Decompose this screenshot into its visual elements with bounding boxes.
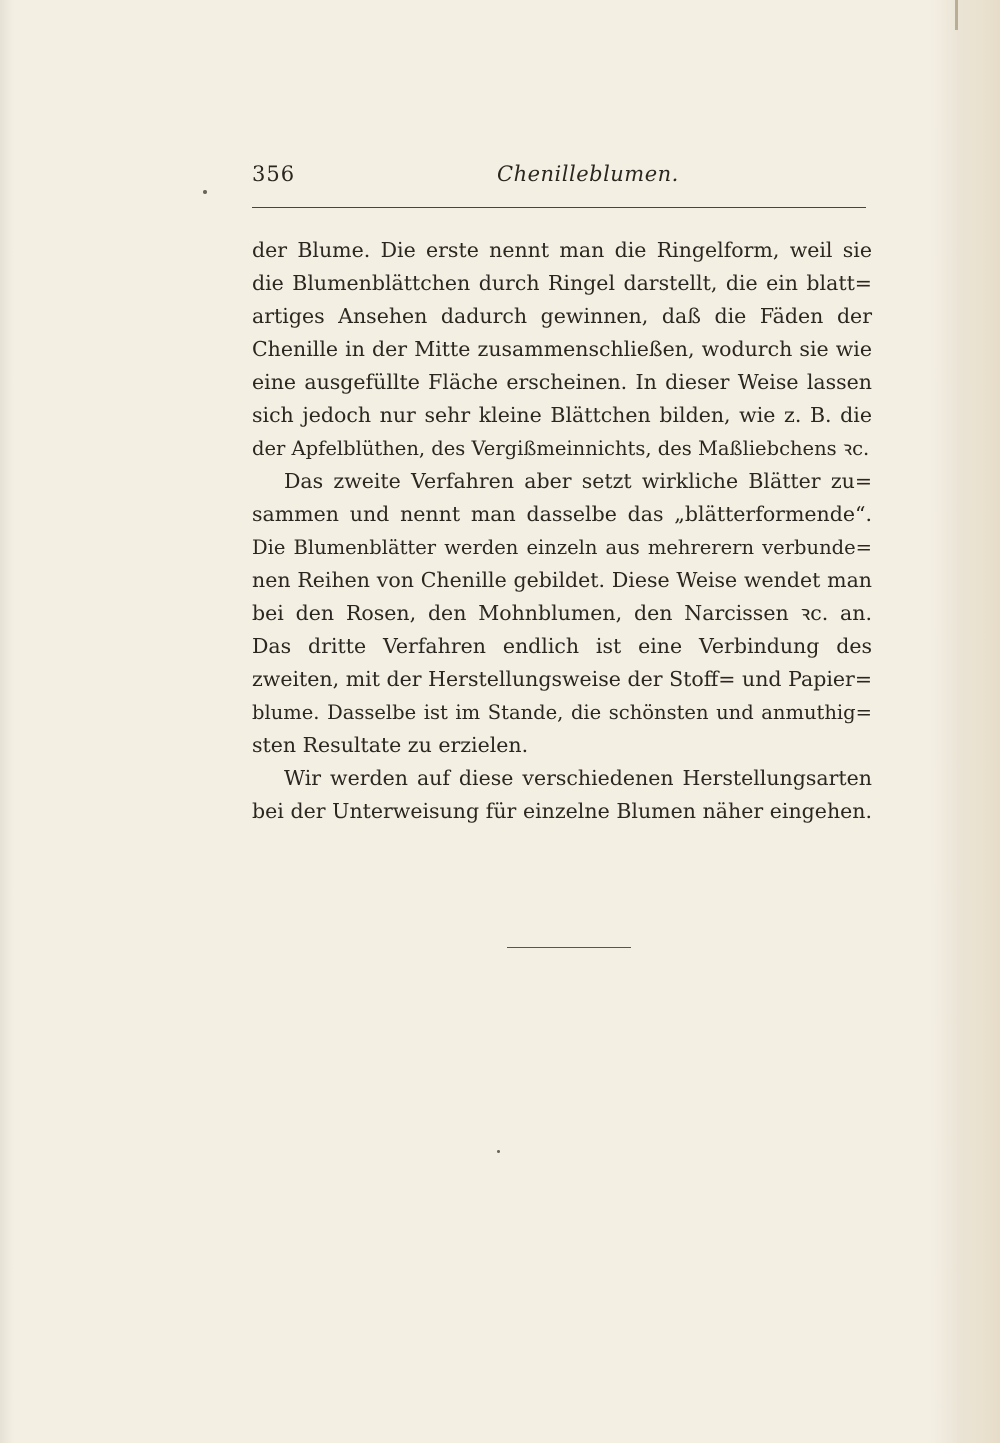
text-line: bei den Rosen, den Mohnblumen, den Narcissen ꝛc. an. <box>252 601 872 625</box>
text-line: Wir werden auf diese verschiedenen Herstellungsarten <box>284 766 872 790</box>
header-rule <box>252 207 866 208</box>
page-edge-shadow <box>952 0 1000 1443</box>
end-rule <box>507 947 631 948</box>
paper-speck <box>203 190 207 194</box>
text-line: eine ausgefüllte Fläche erscheinen. In dieser Weise lassen <box>252 370 872 394</box>
text-line: Chenille in der Mitte zusammenschließen, wodurch sie wie <box>252 337 872 361</box>
text-line: Das dritte Verfahren endlich ist eine Verbindung des <box>252 634 872 658</box>
running-title: Chenilleblumen. <box>497 162 679 186</box>
paper-speck <box>497 1150 500 1153</box>
edge-mark <box>955 0 958 30</box>
text-line: sich jedoch nur sehr kleine Blättchen bilden, wie z. B. die <box>252 403 872 427</box>
text-line: zweiten, mit der Herstellungsweise der Stoff= und Papier= <box>252 667 872 691</box>
page-header <box>252 158 866 198</box>
text-line: nen Reihen von Chenille gebildet. Diese Weise wendet man <box>252 568 872 592</box>
text-line: sten Resultate zu erzielen. <box>252 733 529 757</box>
text-line: die Blumenblättchen durch Ringel darstellt, die ein blatt= <box>252 271 872 295</box>
text-line: der Apfelblüthen, des Vergißmeinnichts, des Maßliebchens ꝛc. <box>252 437 870 460</box>
text-line: sammen und nennt man dasselbe das „blätterformende“. <box>252 502 872 526</box>
body-text <box>252 234 872 828</box>
text-line: der Blume. Die erste nennt man die Ringelform, weil sie <box>252 238 872 262</box>
text-line: Das zweite Verfahren aber setzt wirkliche Blätter zu= <box>284 469 872 493</box>
text-line: bei der Unterweisung für einzelne Blumen näher eingehen. <box>252 799 872 823</box>
page-number: 356 <box>252 162 296 186</box>
text-line: artiges Ansehen dadurch gewinnen, daß die Fäden der <box>252 304 872 328</box>
text-line: blume. Dasselbe ist im Stande, die schönsten und anmuthig= <box>252 701 872 724</box>
text-line: Die Blumenblätter werden einzeln aus mehrerern verbunde= <box>252 536 872 559</box>
